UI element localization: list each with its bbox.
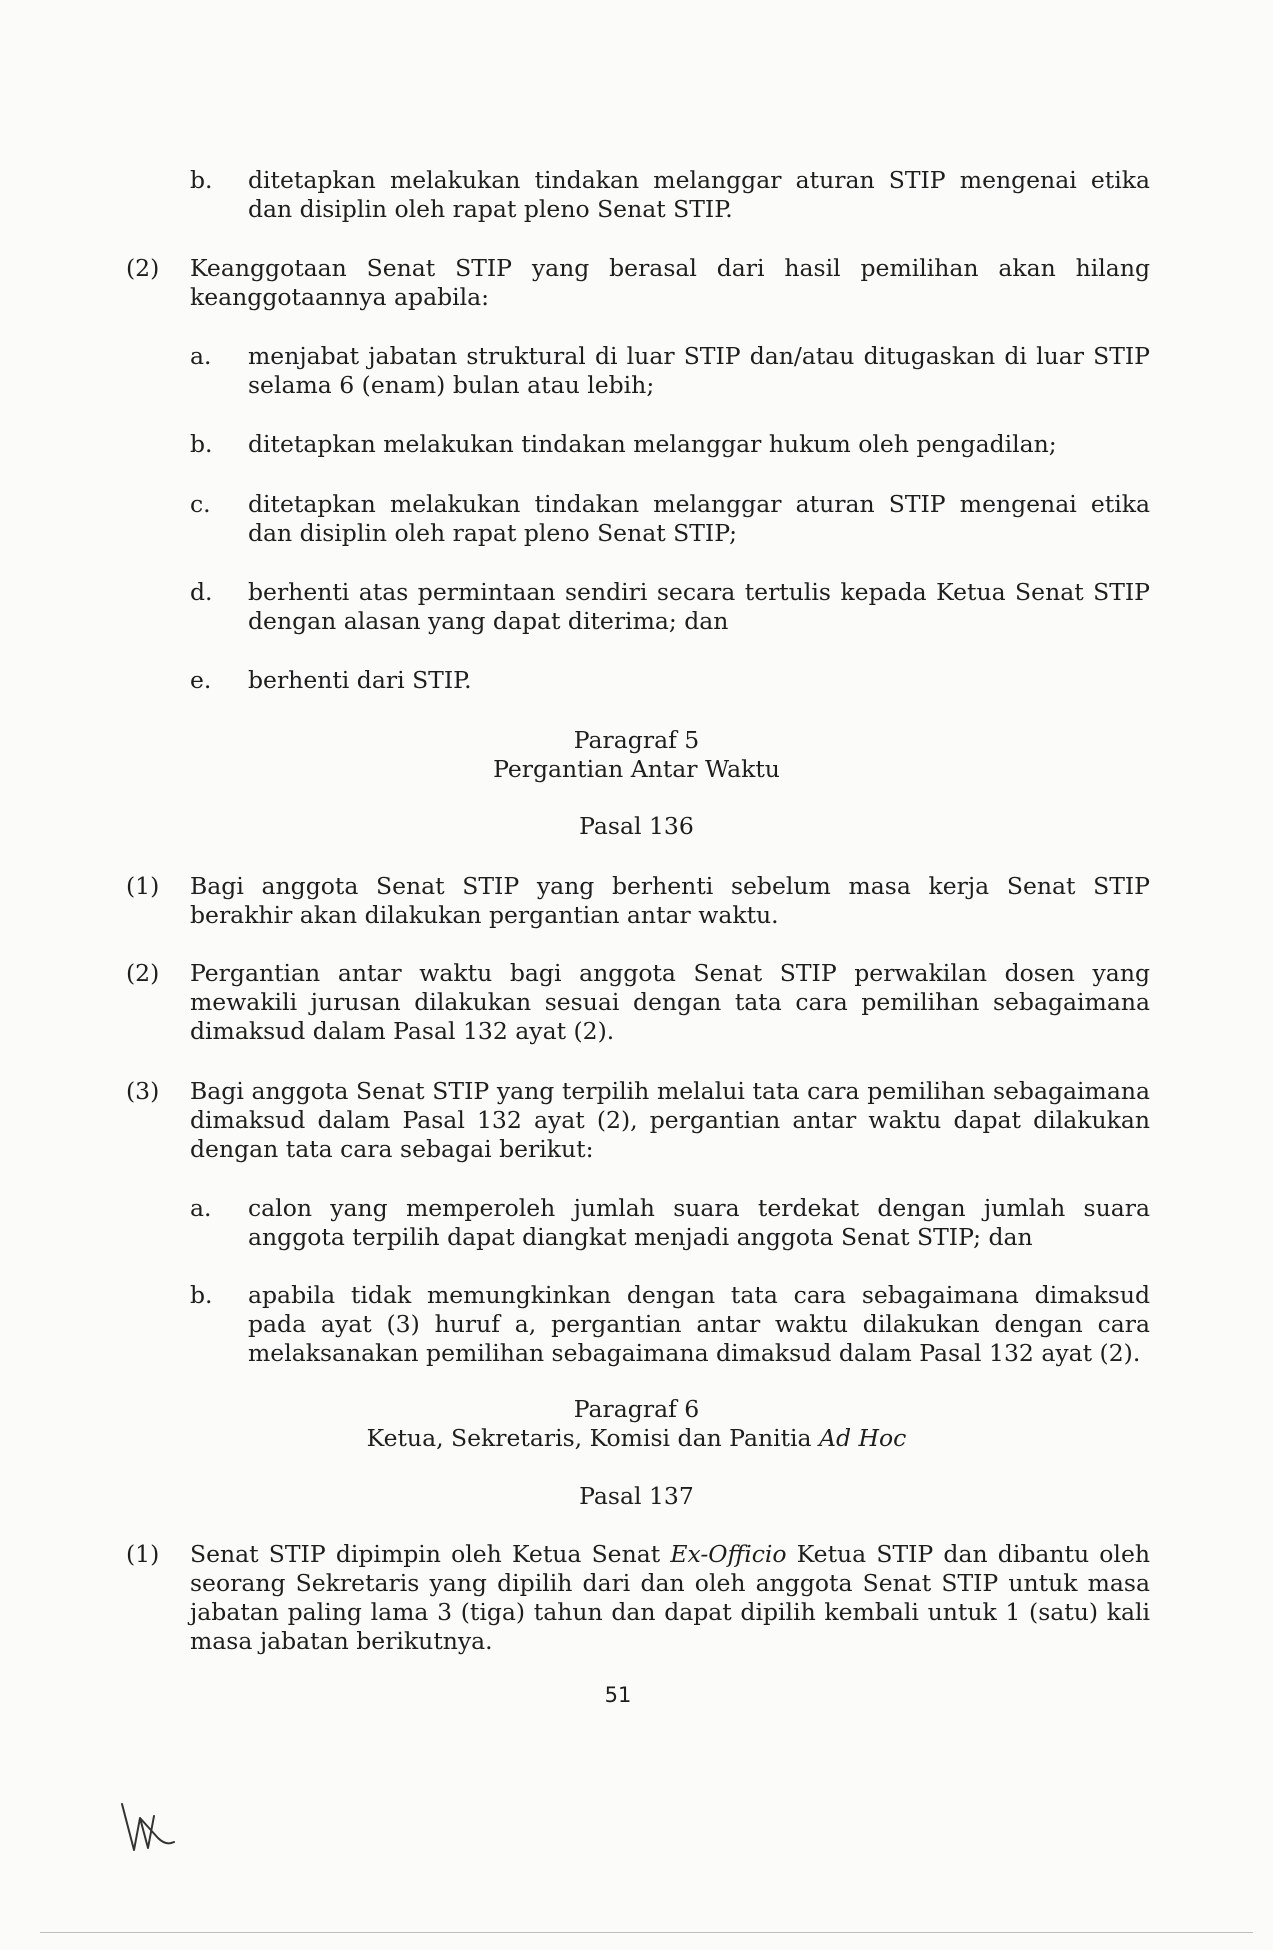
item-text: ditetapkan melakukan tindakan melanggar aturan STIP mengenai etika dan disiplin oleh rapat pleno Senat STIP; [248,490,1150,547]
italic-term: Ex-Officio [670,1540,787,1568]
item-marker: c. [190,490,211,518]
item-marker: b. [190,430,213,458]
item-marker: (2) [126,254,160,282]
section-heading: Paragraf 5 [573,726,700,754]
item-marker: a. [190,1194,212,1222]
item-text: calon yang memperoleh jumlah suara terdekat dengan jumlah suara anggota terpilih dapat diangkat menjadi anggota Senat STIP; dan [248,1194,1150,1251]
item-marker: e. [190,666,212,694]
item-marker: a. [190,342,212,370]
item-text: apabila tidak memungkinkan dengan tata cara sebagaimana dimaksud pada ayat (3) huruf a, pergantian antar waktu dilakukan dengan cara melaksanakan pemilihan sebagaimana dimaksud dalam Pasal 132 ayat (2). [248,1281,1150,1367]
section-heading: Pasal 137 [579,1482,694,1510]
item-marker: b. [190,1281,213,1309]
text-run: Ketua, Sekretaris, Komisi dan Panitia [366,1424,820,1452]
italic-term: Ad Hoc [819,1424,907,1452]
item-text: ditetapkan melakukan tindakan melanggar hukum oleh pengadilan; [248,430,1057,458]
item-marker: (1) [126,1540,160,1568]
item-text: Keanggotaan Senat STIP yang berasal dari hasil pemilihan akan hilang keanggotaannya apabila: [190,254,1150,311]
item-marker: (2) [126,959,160,987]
initial-signature [118,1798,178,1858]
item-text: berhenti atas permintaan sendiri secara tertulis kepada Ketua Senat STIP dengan alasan yang dapat diterima; dan [248,578,1150,635]
section-heading [0,1424,1273,1453]
item-marker: b. [190,166,213,194]
item-text: Bagi anggota Senat STIP yang terpilih melalui tata cara pemilihan sebagaimana dimaksud dalam Pasal 132 ayat (2), pergantian antar waktu dapat dilakukan dengan tata cara sebagai berikut: [190,1077,1150,1163]
item-text: ditetapkan melakukan tindakan melanggar aturan STIP mengenai etika dan disiplin oleh rapat pleno Senat STIP. [248,166,1150,223]
item-text: menjabat jabatan struktural di luar STIP dan/atau ditugaskan di luar STIP selama 6 (enam) bulan atau lebih; [248,342,1150,399]
item-text: Bagi anggota Senat STIP yang berhenti sebelum masa kerja Senat STIP berakhir akan dilakukan pergantian antar waktu. [190,872,1150,929]
section-heading: Pasal 136 [579,812,694,840]
item-text: berhenti dari STIP. [248,666,472,694]
bottom-rule [40,1932,1253,1933]
text-run: Ketua STIP dan dibantu oleh seorang Sekretaris yang dipilih dari dan oleh anggota Senat STIP untuk masa jabatan paling lama 3 (tiga) tahun dan dapat dipilih kembali untuk 1 (satu) kali masa jabatan berikutnya. [190,1540,1150,1655]
page-number: 51 [604,1683,632,1707]
section-heading: Pergantian Antar Waktu [493,755,780,783]
item-text [190,1540,1150,1656]
item-text: Pergantian antar waktu bagi anggota Senat STIP perwakilan dosen yang mewakili jurusan dilakukan sesuai dengan tata cara pemilihan sebagaimana dimaksud dalam Pasal 132 ayat (2). [190,959,1150,1045]
text-run: Senat STIP dipimpin oleh Ketua Senat [190,1540,671,1568]
item-marker: d. [190,578,213,606]
section-heading: Paragraf 6 [573,1395,700,1423]
item-marker: (1) [126,872,160,900]
item-marker: (3) [126,1077,160,1105]
